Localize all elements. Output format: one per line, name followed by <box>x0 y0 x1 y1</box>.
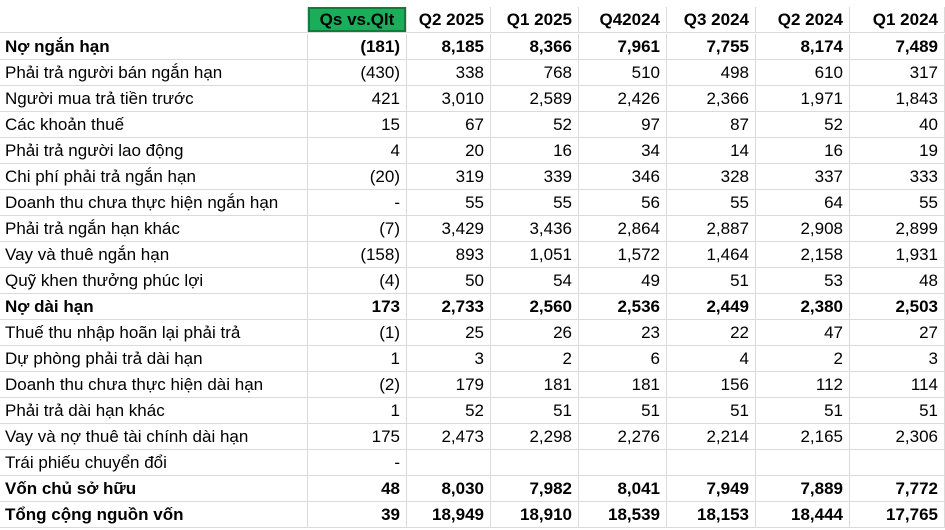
value-cell[interactable]: 52 <box>491 112 579 138</box>
value-cell[interactable]: (430) <box>308 60 407 86</box>
value-cell[interactable]: (1) <box>308 320 407 346</box>
value-cell[interactable]: 7,982 <box>491 476 579 502</box>
value-cell[interactable]: 510 <box>579 60 667 86</box>
value-cell[interactable] <box>850 450 945 476</box>
value-cell[interactable]: 27 <box>850 320 945 346</box>
value-cell[interactable]: 3 <box>850 346 945 372</box>
table-row <box>0 60 945 86</box>
value-cell[interactable]: 2,733 <box>407 294 491 320</box>
row-label-cell[interactable]: Vốn chủ sở hữu <box>0 476 308 502</box>
value-cell[interactable]: 1 <box>308 398 407 424</box>
value-cell[interactable]: 51 <box>756 398 850 424</box>
value-cell[interactable]: 337 <box>756 164 850 190</box>
value-cell[interactable]: 1,572 <box>579 242 667 268</box>
value-cell[interactable]: 51 <box>491 398 579 424</box>
value-cell[interactable]: 53 <box>756 268 850 294</box>
value-cell[interactable]: 2,473 <box>407 424 491 450</box>
value-cell[interactable]: 17,765 <box>850 502 945 528</box>
value-cell[interactable]: 55 <box>667 190 756 216</box>
value-cell[interactable]: 2,306 <box>850 424 945 450</box>
row-label-cell[interactable]: Người mua trả tiền trước <box>0 86 308 112</box>
row-label-cell[interactable]: Nợ dài hạn <box>0 294 308 320</box>
value-cell[interactable]: 2,276 <box>579 424 667 450</box>
value-cell[interactable]: 16 <box>491 138 579 164</box>
header-label-cell[interactable] <box>0 7 308 33</box>
value-cell[interactable] <box>667 450 756 476</box>
value-cell[interactable]: 610 <box>756 60 850 86</box>
row-label-cell[interactable]: Vay và nợ thuê tài chính dài hạn <box>0 424 308 450</box>
value-cell[interactable]: 7,772 <box>850 476 945 502</box>
value-cell[interactable]: 1,051 <box>491 242 579 268</box>
value-cell[interactable]: 2,158 <box>756 242 850 268</box>
table-row <box>0 320 945 346</box>
table-row <box>0 268 945 294</box>
value-cell[interactable]: 346 <box>579 164 667 190</box>
value-cell[interactable]: 2,908 <box>756 216 850 242</box>
value-cell[interactable]: (181) <box>308 34 407 60</box>
value-cell[interactable]: 19 <box>850 138 945 164</box>
value-cell[interactable]: 2,426 <box>579 86 667 112</box>
value-cell[interactable]: 56 <box>579 190 667 216</box>
value-cell[interactable]: 339 <box>491 164 579 190</box>
value-cell[interactable]: 87 <box>667 112 756 138</box>
value-cell[interactable]: 8,366 <box>491 34 579 60</box>
value-cell[interactable]: 22 <box>667 320 756 346</box>
row-label-cell[interactable]: Quỹ khen thưởng phúc lợi <box>0 268 308 294</box>
table-row <box>0 86 945 112</box>
value-cell[interactable]: (2) <box>308 372 407 398</box>
value-cell[interactable]: 2,899 <box>850 216 945 242</box>
table-row <box>0 190 945 216</box>
value-cell[interactable]: 181 <box>579 372 667 398</box>
row-label-cell[interactable]: Chi phí phải trả ngắn hạn <box>0 164 308 190</box>
table-row <box>0 294 945 320</box>
value-cell[interactable]: 7,889 <box>756 476 850 502</box>
value-cell[interactable] <box>407 450 491 476</box>
value-cell[interactable]: 25 <box>407 320 491 346</box>
value-cell[interactable]: 64 <box>756 190 850 216</box>
header-cell-q2-2025[interactable]: Q2 2025 <box>407 7 491 33</box>
table-row <box>0 164 945 190</box>
value-cell[interactable]: 173 <box>308 294 407 320</box>
value-cell[interactable]: 39 <box>308 502 407 528</box>
value-cell[interactable]: 15 <box>308 112 407 138</box>
row-label-cell[interactable]: Thuế thu nhập hoãn lại phải trả <box>0 320 308 346</box>
value-cell[interactable]: 3,429 <box>407 216 491 242</box>
value-cell[interactable] <box>756 450 850 476</box>
value-cell[interactable]: 14 <box>667 138 756 164</box>
value-cell[interactable]: 8,041 <box>579 476 667 502</box>
value-cell[interactable]: 55 <box>407 190 491 216</box>
value-cell[interactable]: (7) <box>308 216 407 242</box>
header-cell-q1-2024[interactable]: Q1 2024 <box>850 7 945 33</box>
value-cell[interactable]: 2 <box>491 346 579 372</box>
header-cell-q1-2025[interactable]: Q1 2025 <box>491 7 579 33</box>
row-label-cell[interactable]: Doanh thu chưa thực hiện ngắn hạn <box>0 190 308 216</box>
value-cell[interactable]: 338 <box>407 60 491 86</box>
value-cell[interactable]: 26 <box>491 320 579 346</box>
table-row <box>0 34 945 60</box>
row-label-cell[interactable]: Dự phòng phải trả dài hạn <box>0 346 308 372</box>
value-cell[interactable]: 2,165 <box>756 424 850 450</box>
table-row <box>0 372 945 398</box>
value-cell[interactable]: 2,503 <box>850 294 945 320</box>
value-cell[interactable]: 8,030 <box>407 476 491 502</box>
value-cell[interactable]: 2,380 <box>756 294 850 320</box>
value-cell[interactable]: 2,536 <box>579 294 667 320</box>
value-cell[interactable]: 112 <box>756 372 850 398</box>
row-label-cell[interactable]: Phải trả ngắn hạn khác <box>0 216 308 242</box>
value-cell[interactable]: 1 <box>308 346 407 372</box>
header-cell-q4-2024[interactable]: Q42024 <box>579 7 667 33</box>
value-cell[interactable]: 2,214 <box>667 424 756 450</box>
value-cell[interactable]: 50 <box>407 268 491 294</box>
value-cell[interactable]: 52 <box>407 398 491 424</box>
value-cell[interactable]: 1,464 <box>667 242 756 268</box>
value-cell[interactable]: 114 <box>850 372 945 398</box>
value-cell[interactable]: (158) <box>308 242 407 268</box>
value-cell[interactable]: 47 <box>756 320 850 346</box>
value-cell[interactable]: 175 <box>308 424 407 450</box>
value-cell[interactable]: 55 <box>491 190 579 216</box>
value-cell[interactable]: 51 <box>667 268 756 294</box>
header-row <box>0 7 945 33</box>
value-cell[interactable]: 2,298 <box>491 424 579 450</box>
value-cell[interactable]: 18,949 <box>407 502 491 528</box>
value-cell[interactable]: 2,887 <box>667 216 756 242</box>
value-cell[interactable]: 2,366 <box>667 86 756 112</box>
row-label-cell[interactable]: Các khoản thuế <box>0 112 308 138</box>
table-row <box>0 346 945 372</box>
table-row <box>0 476 945 502</box>
value-cell[interactable]: 7,755 <box>667 34 756 60</box>
table-row <box>0 138 945 164</box>
row-label-cell[interactable]: Trái phiếu chuyển đổi <box>0 450 308 476</box>
value-cell[interactable]: 23 <box>579 320 667 346</box>
value-cell[interactable]: 18,910 <box>491 502 579 528</box>
value-cell[interactable]: 1,971 <box>756 86 850 112</box>
value-cell[interactable]: 51 <box>850 398 945 424</box>
value-cell[interactable]: 34 <box>579 138 667 164</box>
value-cell[interactable]: 18,539 <box>579 502 667 528</box>
row-label-cell[interactable]: Vay và thuê ngắn hạn <box>0 242 308 268</box>
value-cell[interactable]: 4 <box>667 346 756 372</box>
table-row <box>0 216 945 242</box>
value-cell[interactable]: 4 <box>308 138 407 164</box>
value-cell[interactable]: 67 <box>407 112 491 138</box>
value-cell[interactable]: 40 <box>850 112 945 138</box>
row-label-cell[interactable]: Doanh thu chưa thực hiện dài hạn <box>0 372 308 398</box>
value-cell[interactable]: 16 <box>756 138 850 164</box>
value-cell[interactable]: 18,444 <box>756 502 850 528</box>
header-cell-q2-2024[interactable]: Q2 2024 <box>756 7 850 33</box>
value-cell[interactable]: 54 <box>491 268 579 294</box>
value-cell[interactable]: 319 <box>407 164 491 190</box>
value-cell[interactable]: 3,010 <box>407 86 491 112</box>
value-cell[interactable]: - <box>308 450 407 476</box>
table-row <box>0 424 945 450</box>
header-cell-q3-2024[interactable]: Q3 2024 <box>667 7 756 33</box>
value-cell[interactable]: 2,864 <box>579 216 667 242</box>
value-cell[interactable]: 51 <box>667 398 756 424</box>
row-label-cell[interactable]: Phải trả người lao động <box>0 138 308 164</box>
value-cell[interactable]: 3,436 <box>491 216 579 242</box>
value-cell[interactable]: 181 <box>491 372 579 398</box>
value-cell[interactable]: 97 <box>579 112 667 138</box>
value-cell[interactable]: - <box>308 190 407 216</box>
table-row <box>0 502 945 528</box>
table-row <box>0 450 945 476</box>
value-cell[interactable]: 52 <box>756 112 850 138</box>
value-cell[interactable]: (4) <box>308 268 407 294</box>
value-cell[interactable]: 8,185 <box>407 34 491 60</box>
value-cell[interactable]: 317 <box>850 60 945 86</box>
value-cell[interactable]: 48 <box>308 476 407 502</box>
value-cell[interactable]: 51 <box>579 398 667 424</box>
value-cell[interactable]: 2,560 <box>491 294 579 320</box>
value-cell[interactable]: 421 <box>308 86 407 112</box>
table-row <box>0 112 945 138</box>
table-row <box>0 242 945 268</box>
value-cell[interactable]: 498 <box>667 60 756 86</box>
selected-header-cell-qs-vs-qlt[interactable]: Qs vs.Qlt <box>308 7 407 33</box>
value-cell[interactable]: 8,174 <box>756 34 850 60</box>
value-cell[interactable]: 1,931 <box>850 242 945 268</box>
value-cell[interactable] <box>579 450 667 476</box>
value-cell[interactable]: 6 <box>579 346 667 372</box>
value-cell[interactable]: 333 <box>850 164 945 190</box>
value-cell[interactable]: 2,589 <box>491 86 579 112</box>
value-cell[interactable]: 49 <box>579 268 667 294</box>
value-cell[interactable]: 7,489 <box>850 34 945 60</box>
value-cell[interactable]: 2,449 <box>667 294 756 320</box>
value-cell[interactable]: 20 <box>407 138 491 164</box>
value-cell[interactable]: 3 <box>407 346 491 372</box>
row-label-cell[interactable]: Nợ ngắn hạn <box>0 34 308 60</box>
row-label-cell[interactable]: Phải trả người bán ngắn hạn <box>0 60 308 86</box>
value-cell[interactable]: 893 <box>407 242 491 268</box>
value-cell[interactable]: 55 <box>850 190 945 216</box>
value-cell[interactable]: 156 <box>667 372 756 398</box>
value-cell[interactable] <box>491 450 579 476</box>
value-cell[interactable]: 7,961 <box>579 34 667 60</box>
row-label-cell[interactable]: Phải trả dài hạn khác <box>0 398 308 424</box>
value-cell[interactable]: 328 <box>667 164 756 190</box>
value-cell[interactable]: (20) <box>308 164 407 190</box>
value-cell[interactable]: 179 <box>407 372 491 398</box>
value-cell[interactable]: 48 <box>850 268 945 294</box>
row-label-cell[interactable]: Tổng cộng nguồn vốn <box>0 502 308 528</box>
value-cell[interactable]: 768 <box>491 60 579 86</box>
value-cell[interactable]: 2 <box>756 346 850 372</box>
value-cell[interactable]: 7,949 <box>667 476 756 502</box>
table-row <box>0 398 945 424</box>
value-cell[interactable]: 18,153 <box>667 502 756 528</box>
value-cell[interactable]: 1,843 <box>850 86 945 112</box>
